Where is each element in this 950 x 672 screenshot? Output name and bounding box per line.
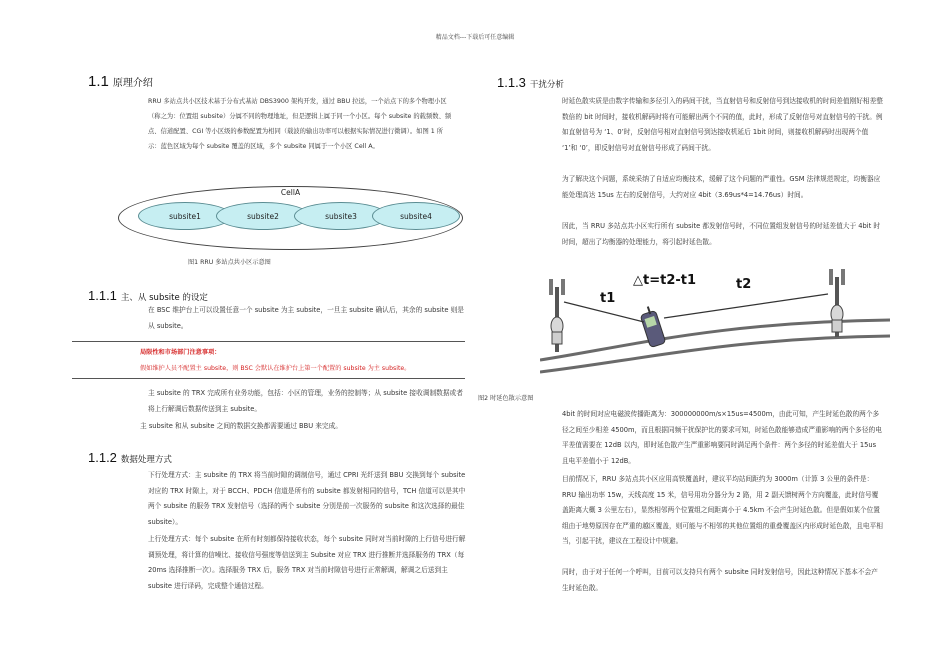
section-title: 干扰分析 (529, 80, 564, 90)
section-number: 1.1.1 (88, 288, 117, 303)
figure-2-caption (478, 393, 533, 402)
section-number: 1.1.2 (88, 450, 117, 465)
paragraph-111a: 在 BSC 维护台上可以设置任意一个 subsite 为主 subsite，一旦主 subsite 确认后，其余的 subsite 则是从 subsite。 (148, 306, 464, 330)
delay-dispersion-diagram (540, 262, 890, 377)
paragraph-111b: 主 subsite 的 TRX 完成所有业务功能，包括：小区的管理，业务的控制等；从 subsite 接收调制数据或者将上行解调后数据传送到主 subsite。 (148, 389, 463, 413)
section-title: 主、从 subsite 的设定 (120, 293, 208, 303)
subsite-4-ellipse: subsite4 (372, 202, 460, 230)
caption-text: 时延色散示意图 (490, 395, 534, 402)
delay-dispersion-svg (540, 262, 890, 377)
page-header: 精品文档---下载后可任意编辑 (435, 34, 515, 41)
paragraph-113c: 因此，当 RRU 多站点共小区实行所有 subsite 都发射信号时，不同位置组发射信号的时延差值大于 4bit 时时间，超出了均衡器的处理能力，将引起时延色散。 (562, 222, 881, 246)
section-1-1-heading (88, 72, 153, 90)
left-tower-icon (549, 279, 565, 352)
note-title: 局限性和市场部门注意事项： (140, 349, 221, 356)
section-1-1-1-heading (88, 285, 208, 304)
right-tower-icon (829, 269, 845, 337)
paragraph-113e: 目前情况下，RRU 多站点共小区应用高铁覆盖时，建议平均站间距约为 3000m（计算 3 公里的条件是：RRU 输出功率 15w，天线高度 15 米，信号用功分器分为 2 路，用 2 副天馈树两个方向覆盖，此时信号覆盖距离大概 3 公里左右），显然相邻两个位置组之间距离小于 4.5km 不会产生时延色散。但是假如某个位置组由于地势原因存在严重的越区覆盖，则可能与不相邻的其他位置组的重叠覆盖区内形成时延色散，且电平相当，引起干扰，建议在工程设计中规避。 (562, 475, 883, 545)
road-curve-lower (540, 336, 890, 372)
intro-paragraph: RRU 多站点共小区技术基于分布式基站 DBS3900 架构开发，通过 BBU 拉远，一个站点下的多个物理小区（称之为：位置组 subsite）分属不同的物理地址，但是逻辑上属于同一个小区。每个 subsite 的载频数、频点、信道配置、CGI 等小区级的参数配置为相同（载波的输出功率可以根据实际情况进行微调）。如图 1 所示：蓝色区域为每个 subsite 覆盖的区域，多个 subsite 同属于一个小区 Cell A。 (148, 98, 452, 150)
cell-label: CellA (280, 188, 301, 197)
caption-text: RRU 多站点共小区示意图 (200, 259, 271, 266)
cell-diagram (118, 186, 463, 250)
section-1-1-2-heading (88, 447, 172, 466)
section-title: 数据处理方式 (120, 455, 172, 465)
t1-label: t1 (600, 291, 616, 306)
paragraph-112a: 下行处理方式：主 subsite 的 TRX 将当前时隙的调制信号，通过 CPRI 光纤送到 BBU 交换到每个 subsite 对应的 TRX 时隙上，对于 BCCH、PDCH 信道是所有的 subsite 都发射相同的信号，TCH 信道可以是其中两个 subsite 的服务 TRX 发射信号（选择的两个 subsite 分别是前一次服务的 subsite 和这次选择的最佳 subsite）。 (148, 471, 466, 526)
t2-label: t2 (736, 277, 752, 292)
section-number: 1.1.3 (497, 75, 526, 90)
figure-1-caption (188, 257, 271, 266)
paragraph-113d: 4bit 的时间对应电磁波传播距离为：300000000m/s×15us=4500m，由此可知，产生时延色散的两个多径之间至少相差 4500m，而且根据同频干扰保护比的要求可知，时延色散能够造成严重影响的两个多径的电平差值需要在 12dB 以内，即时延色散产生严重影响要同时满足两个条件：两个多径的时延差值大于 15us 且电平差值小于 12dB。 (562, 410, 882, 465)
signal-path-t2 (664, 294, 828, 318)
note-top-rule (72, 341, 465, 342)
note-body: 假如维护人员不配置主 subsite，则 BSC 会默认在维护台上第一个配置的 subsite 为主 subsite。 (140, 365, 411, 372)
subsite-3-ellipse: subsite3 (294, 202, 388, 230)
note-bottom-rule (72, 378, 465, 379)
caption-number: 图2 (478, 395, 489, 402)
section-title: 原理介绍 (112, 78, 153, 89)
paragraph-113a: 时延色散实质是由数字传输和多径引入的码间干扰，当直射信号和反射信号到达接收机的时间差值刚好相差整数倍的 bit 时间时，接收机解码时将有可能解出两个不同的值，此时，形成了反射信号对直射信号的干扰。例如直射信号为 ‘1、0’时，反射信号相对直射信号到达接收机延后 1bit 时间，则接收机解码时出现两个值 ‘1’和 ‘0’，即反射信号对直射信号形成了码间干扰。 (562, 97, 883, 152)
subsite-1-ellipse: subsite1 (138, 202, 232, 230)
paragraph-112b: 上行处理方式：每个 subsite 在所有时刻都保持接收状态，每个 subsite 同时对当前时隙的上行信号进行解调预处理，将计算的信噪比、接收信号强度等信送到主 Subsite 对应 TRX 进行推断并选择服务的 TRX（每 20ms 选择推断一次）。选择服务 TRX 后，服务 TRX 对当前时隙信号进行正常解调，解调之后送到主 subsite 进行译码，完成整个通信过程。 (148, 535, 466, 590)
caption-number: 图1 (188, 259, 199, 266)
paragraph-113b: 为了解决这个问题，系统采纳了自适应均衡技术，缓解了这个问题的严重性。GSM 法律规范规定，均衡器应能处理高达 15us 左右的反射信号，大约对应 4bit（3.69us*4=14.76us）时间。 (562, 175, 881, 199)
paragraph-113f: 同时，由于对于任何一个呼叫，目前可以支持只有两个 subsite 同时发射信号，因此这种情况下基本不会产生时延色散。 (562, 568, 878, 592)
section-1-1-3-heading (497, 72, 564, 91)
delta-t-label: △t=t2-t1 (633, 273, 697, 288)
subsite-2-ellipse: subsite2 (216, 202, 310, 230)
paragraph-111c: 主 subsite 和从 subsite 之间的数据交换都需要通过 BBU 来完成。 (140, 422, 342, 430)
section-number: 1.1 (88, 73, 109, 90)
